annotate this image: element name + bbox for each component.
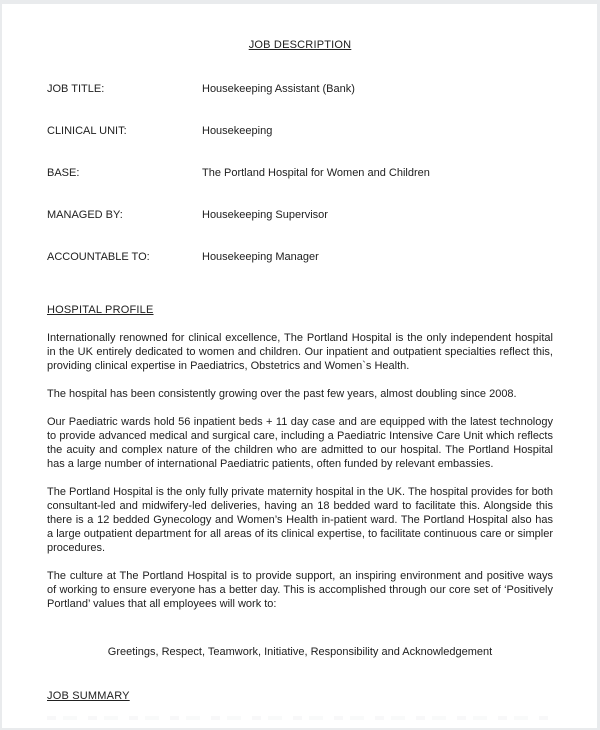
field-value-base: The Portland Hospital for Women and Children	[202, 167, 430, 179]
hospital-profile-paragraph-5: The culture at The Portland Hospital is to provide support, an inspiring environment and positive ways of working to ensure everyone has a better day. This is accomplished through our core set of ‘Positively Portland’ values that all employees will work to:	[47, 570, 553, 610]
field-label-job-title: JOB TITLE:	[47, 83, 105, 95]
field-row-managed-by	[47, 208, 553, 222]
field-value-accountable-to: Housekeeping Manager	[202, 251, 319, 263]
core-values-line: Greetings, Respect, Teamwork, Initiative, Responsibility and Acknowledgement	[107, 646, 493, 658]
field-row-base	[47, 166, 553, 180]
field-value-managed-by: Housekeeping Supervisor	[202, 209, 328, 221]
cutoff-text-remnant	[47, 716, 553, 720]
field-label-base: BASE:	[47, 167, 80, 179]
hospital-profile-paragraph-2: The hospital has been consistently growing over the past few years, almost doubling since 2008.	[47, 388, 517, 400]
section-heading-job-summary: JOB SUMMARY	[47, 690, 130, 702]
field-row-job-title	[47, 82, 553, 96]
field-label-clinical-unit: CLINICAL UNIT:	[47, 125, 127, 137]
document-page	[2, 4, 597, 728]
field-row-clinical-unit	[47, 124, 553, 138]
hospital-profile-paragraph-4: The Portland Hospital is the only fully private maternity hospital in the UK. The hospital provides for both consultant-led and midwifery-led deliveries, having an 18 bedded ward to facilitate this. Alongside this there is a 12 bedded Gynecology and Women’s Health in-patient ward. The Portland Hospital also has a large outpatient department for all areas of its clinical expertise, to facilitate continuous care or simpler procedures.	[47, 486, 553, 554]
field-row-accountable-to	[47, 250, 553, 264]
document-content	[2, 4, 597, 720]
field-value-job-title: Housekeeping Assistant (Bank)	[202, 83, 355, 95]
field-label-accountable-to: ACCOUNTABLE TO:	[47, 251, 150, 263]
hospital-profile-paragraph-3: Our Paediatric wards hold 56 inpatient beds + 11 day case and are equipped with the latest technology to provide advanced medical and surgical care, including a Paediatric Intensive Care Unit which reflects the acuity and complex nature of the children who are admitted to our hospital. The Portland Hospital has a large number of international Paediatric patients, often funded by relevant embassies.	[47, 416, 553, 470]
field-value-clinical-unit: Housekeeping	[202, 125, 273, 137]
field-label-managed-by: MANAGED BY:	[47, 209, 123, 221]
hospital-profile-paragraph-1: Internationally renowned for clinical excellence, The Portland Hospital is the only independent hospital in the UK entirely dedicated to women and children. Our inpatient and outpatient specialties reflect this, providing clinical expertise in Paediatrics, Obstetrics and Women`s Health.	[47, 332, 553, 372]
section-heading-hospital-profile: HOSPITAL PROFILE	[47, 304, 154, 316]
document-title: JOB DESCRIPTION	[248, 39, 352, 51]
